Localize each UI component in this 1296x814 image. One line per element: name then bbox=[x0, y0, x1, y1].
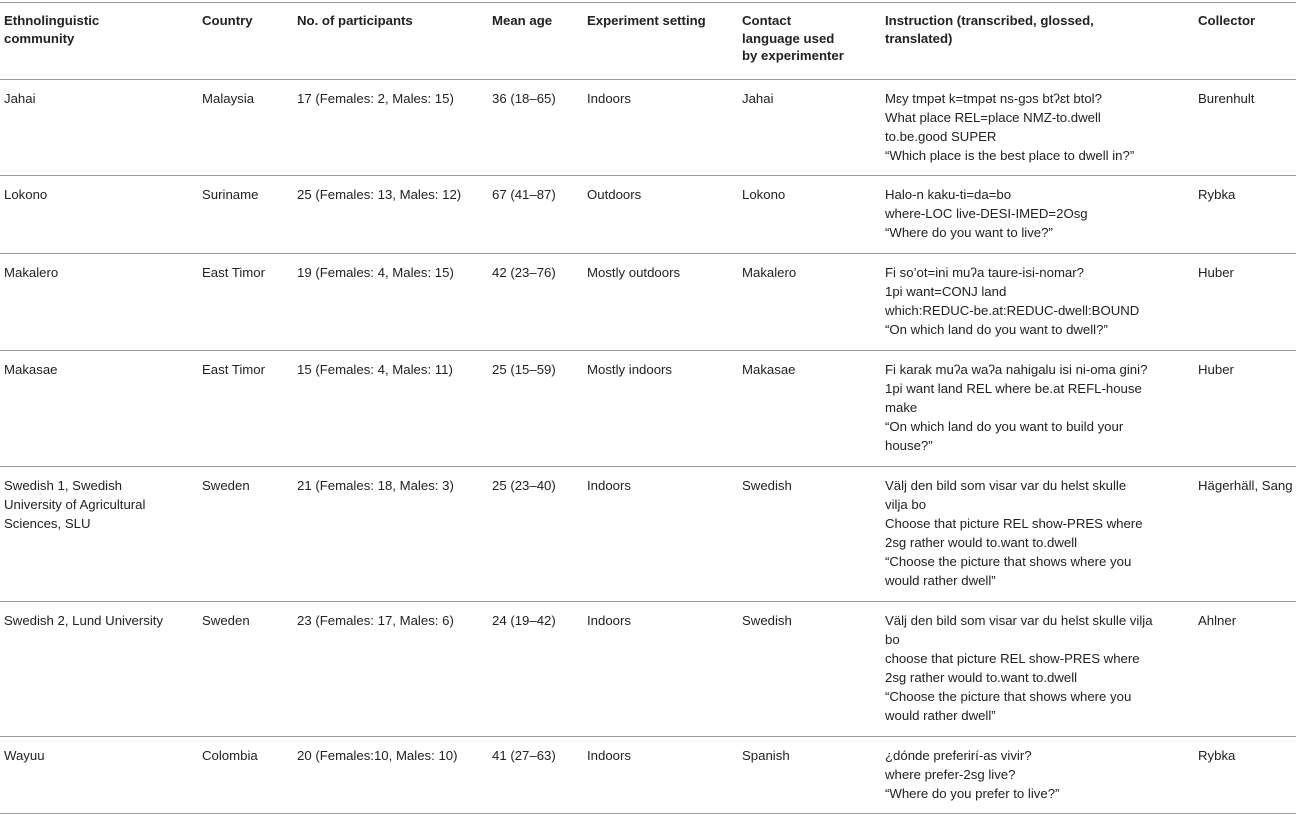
cell-collector: Ahlner bbox=[1198, 613, 1237, 628]
cell-age: 36 (18–65) bbox=[492, 91, 556, 106]
cell-community: Makalero bbox=[4, 265, 59, 280]
cell-setting: Mostly indoors bbox=[587, 362, 673, 377]
cell-instruction: Välj den bild som visar var du helst skulle vilja bo Choose that picture REL show-PRES where 2sg rather would to.want to.dwell “Choose the picture that shows where you would rather dwell” bbox=[885, 478, 1143, 588]
cell-instruction: Välj den bild som visar var du helst skulle vilja bo choose that picture REL show-PRES where 2sg rather would to.want to.dwell “Choose the picture that shows where you would rather dwell” bbox=[885, 613, 1153, 723]
cell-setting: Indoors bbox=[587, 91, 631, 106]
cell-age: 41 (27–63) bbox=[492, 748, 556, 763]
header-community: Ethnolinguistic community bbox=[4, 13, 100, 46]
cell-country: Malaysia bbox=[202, 91, 255, 106]
cell-country: East Timor bbox=[202, 362, 266, 377]
cell-community: Makasae bbox=[4, 362, 58, 377]
table-row bbox=[0, 254, 1296, 351]
cell-participants: 20 (Females:10, Males: 10) bbox=[297, 748, 458, 763]
cell-community: Lokono bbox=[4, 187, 48, 202]
cell-age: 25 (23–40) bbox=[492, 478, 556, 493]
header-age: Mean age bbox=[492, 13, 553, 28]
table-row bbox=[0, 176, 1296, 254]
cell-language: Makalero bbox=[742, 265, 797, 280]
cell-participants: 21 (Females: 18, Males: 3) bbox=[297, 478, 454, 493]
cell-participants: 25 (Females: 13, Males: 12) bbox=[297, 187, 462, 202]
participants-table bbox=[0, 2, 1296, 814]
cell-participants: 23 (Females: 17, Males: 6) bbox=[297, 613, 454, 628]
header-participants: No. of participants bbox=[297, 13, 413, 28]
cell-age: 42 (23–76) bbox=[492, 265, 556, 280]
table-row bbox=[0, 467, 1296, 602]
cell-participants: 17 (Females: 2, Males: 15) bbox=[297, 91, 454, 106]
table-row bbox=[0, 80, 1296, 176]
cell-country: Suriname bbox=[202, 187, 259, 202]
header-setting: Experiment setting bbox=[587, 13, 706, 28]
cell-collector: Rybka bbox=[1198, 187, 1236, 202]
table-row bbox=[0, 737, 1296, 814]
cell-age: 25 (15–59) bbox=[492, 362, 556, 377]
header-country: Country bbox=[202, 13, 253, 28]
cell-language: Jahai bbox=[742, 91, 774, 106]
cell-collector: Hägerhäll, Sang bbox=[1198, 478, 1293, 493]
cell-community: Swedish 2, Lund University bbox=[4, 613, 164, 628]
table-row bbox=[0, 602, 1296, 737]
cell-setting: Indoors bbox=[587, 478, 631, 493]
cell-instruction: Mɛy tmpət k=tmpət ns-gɔs btʔɛt btol? What place REL=place NMZ-to.dwell to.be.good SUPER “Which place is the best place to dwell in?” bbox=[885, 91, 1135, 163]
cell-age: 67 (41–87) bbox=[492, 187, 556, 202]
header-collector: Collector bbox=[1198, 13, 1256, 28]
table-row bbox=[0, 351, 1296, 467]
cell-collector: Huber bbox=[1198, 362, 1234, 377]
cell-community: Swedish 1, Swedish University of Agricultural Sciences, SLU bbox=[4, 478, 146, 531]
cell-language: Swedish bbox=[742, 478, 792, 493]
cell-community: Jahai bbox=[4, 91, 36, 106]
cell-collector: Huber bbox=[1198, 265, 1234, 280]
cell-country: Colombia bbox=[202, 748, 258, 763]
cell-setting: Mostly outdoors bbox=[587, 265, 681, 280]
cell-age: 24 (19–42) bbox=[492, 613, 556, 628]
cell-participants: 15 (Females: 4, Males: 11) bbox=[297, 362, 453, 377]
cell-setting: Indoors bbox=[587, 748, 631, 763]
header-language: Contact language used by experimenter bbox=[742, 13, 844, 63]
table-header bbox=[0, 2, 1296, 80]
cell-country: East Timor bbox=[202, 265, 266, 280]
cell-language: Spanish bbox=[742, 748, 790, 763]
cell-language: Swedish bbox=[742, 613, 792, 628]
cell-country: Sweden bbox=[202, 613, 250, 628]
cell-language: Lokono bbox=[742, 187, 786, 202]
cell-instruction: ¿dónde preferirí-as vivir? where prefer-2sg live? “Where do you prefer to live?” bbox=[885, 748, 1060, 801]
cell-setting: Outdoors bbox=[587, 187, 642, 202]
cell-instruction: Halo-n kaku-ti=da=bo where-LOC live-DESI-IMED=2Osg “Where do you want to live?” bbox=[885, 187, 1088, 240]
cell-collector: Burenhult bbox=[1198, 91, 1255, 106]
cell-instruction: Fi karak muʔa waʔa nahigalu isi ni-oma gini? 1pi want land REL where be.at REFL-house make “On which land do you want to build your house?” bbox=[885, 362, 1148, 453]
cell-language: Makasae bbox=[742, 362, 796, 377]
cell-participants: 19 (Females: 4, Males: 15) bbox=[297, 265, 454, 280]
header-instruction: Instruction (transcribed, glossed, translated) bbox=[885, 13, 1094, 46]
cell-country: Sweden bbox=[202, 478, 250, 493]
cell-setting: Indoors bbox=[587, 613, 631, 628]
cell-collector: Rybka bbox=[1198, 748, 1236, 763]
cell-instruction: Fi so’ot=ini muʔa taure-isi-nomar? 1pi want=CONJ land which:REDUC-be.at:REDUC-dwell:BOUND “On which land do you want to dwell?” bbox=[885, 265, 1140, 337]
cell-community: Wayuu bbox=[4, 748, 45, 763]
